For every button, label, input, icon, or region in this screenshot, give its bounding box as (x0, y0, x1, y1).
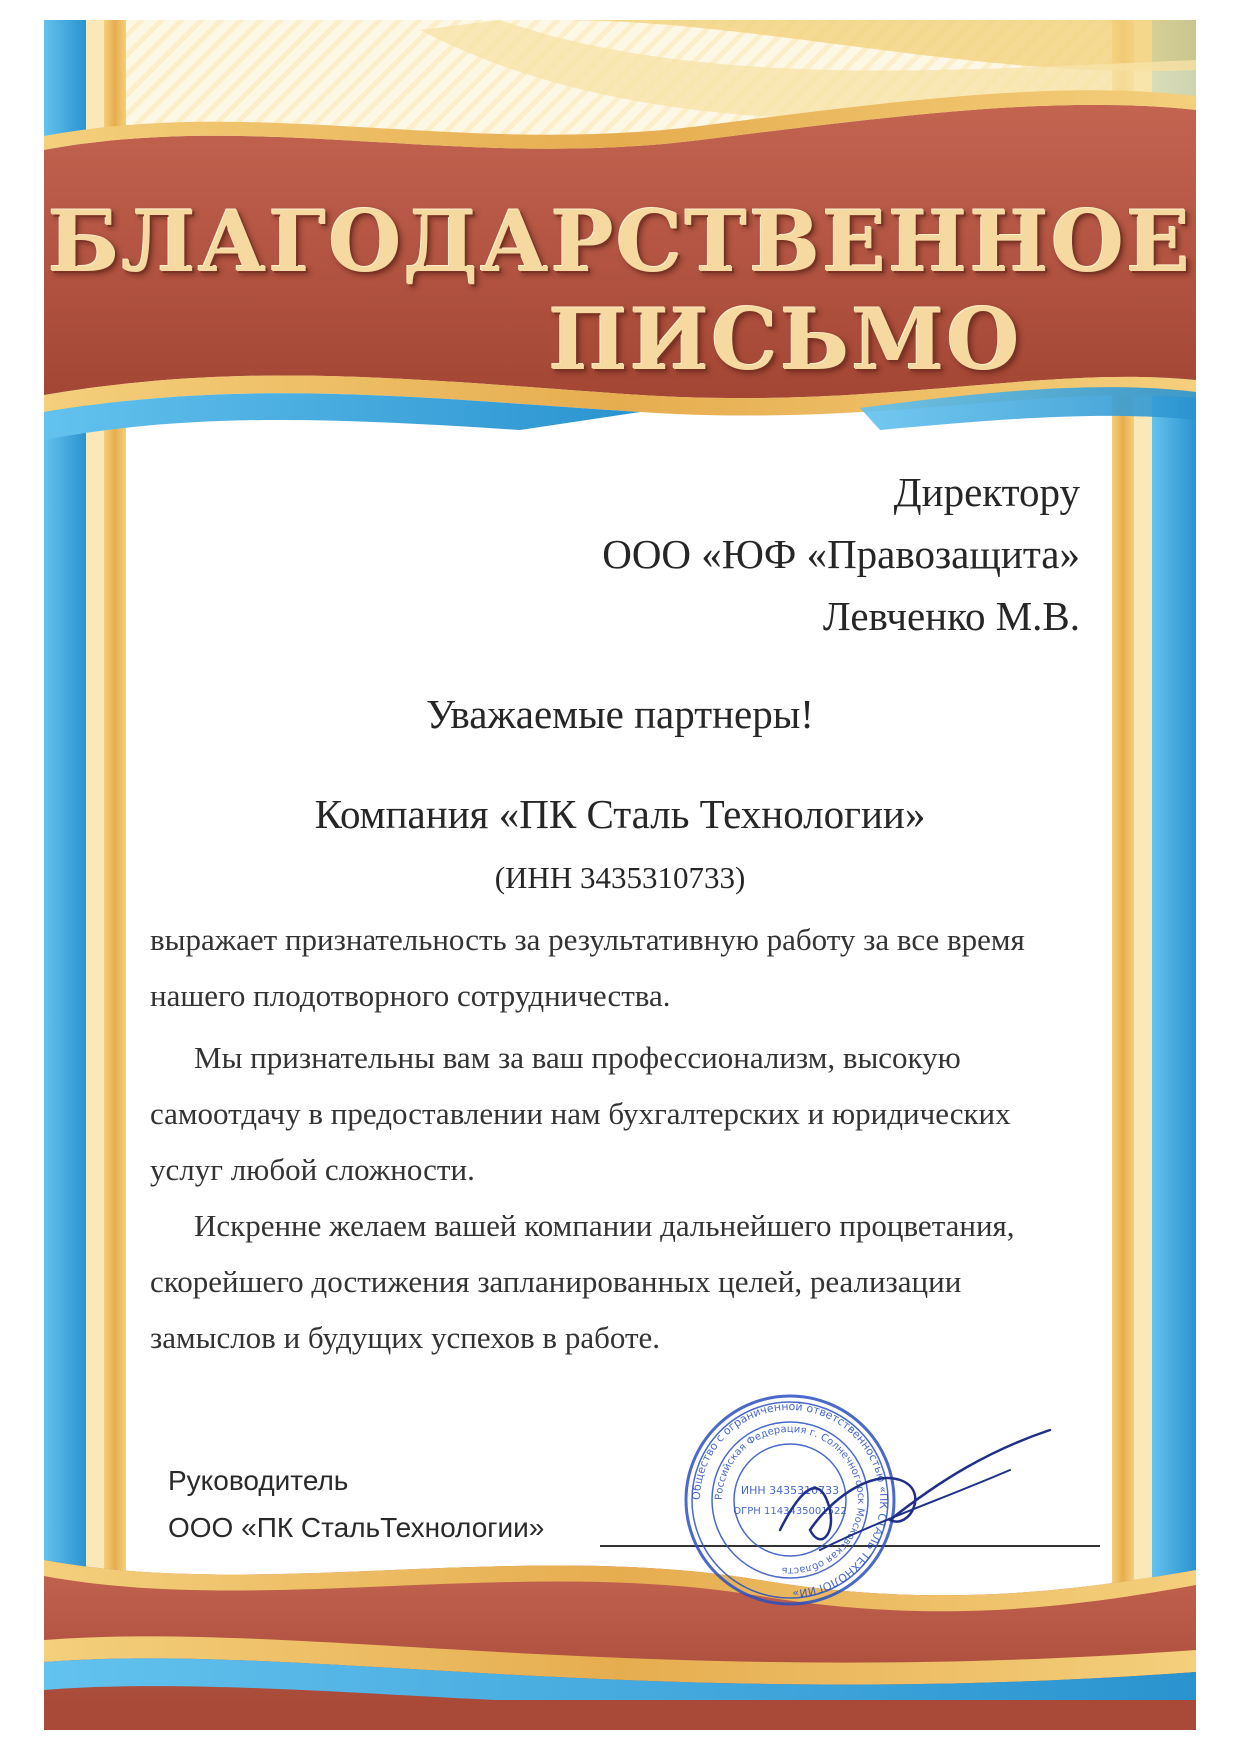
handwritten-signature (760, 1410, 1060, 1570)
letter-title-line2: ПИСЬМО (548, 290, 1022, 389)
body-paragraph-1: выражает признательность за результативную работу за все время нашего плодотворного сотрудничества. (150, 922, 1025, 1013)
recipient-name: Левченко М.В. (822, 593, 1080, 639)
greeting: Уважаемые партнеры! (426, 691, 814, 737)
body-paragraph-2: Мы признательны вам за ваш профессионализм, высокую самоотдачу в предоставлении нам бухгалтерских и юридических услуг любой сложности. (150, 1040, 1011, 1187)
letter-title-line1: БЛАГОДАРСТВЕННОЕ (47, 192, 1193, 291)
signatory-organization: ООО «ПК СтальТехнологии» (168, 1512, 545, 1543)
sender-company-inn: (ИНН 3435310733) (494, 860, 746, 895)
signatory-title: Руководитель (168, 1465, 349, 1496)
recipient-organization: ООО «ЮФ «Правозащита» (602, 531, 1080, 577)
body-paragraph-3: Искренне желаем вашей компании дальнейшего процветания, скорейшего достижения запланированных целей, реализации замыслов и будущих успехов в работе. (150, 1208, 1015, 1355)
svg-text:Российская Федерация г. Солнеч: Российская Федерация г. Солнечногорск Московская область (713, 1423, 867, 1577)
sender-company-name: Компания «ПК Сталь Технологии» (314, 791, 926, 837)
svg-text:ИНН 3435310733: ИНН 3435310733 (740, 1484, 840, 1497)
recipient-position: Директору (893, 469, 1080, 515)
svg-text:Общество с ограниченной ответс: Общество с ограниченной ответственностью «ПК СТАЛЬ ТЕХНОЛОГИИ» (689, 1399, 891, 1601)
svg-text:ОГРН 1143435001522: ОГРН 1143435001522 (733, 1506, 847, 1517)
